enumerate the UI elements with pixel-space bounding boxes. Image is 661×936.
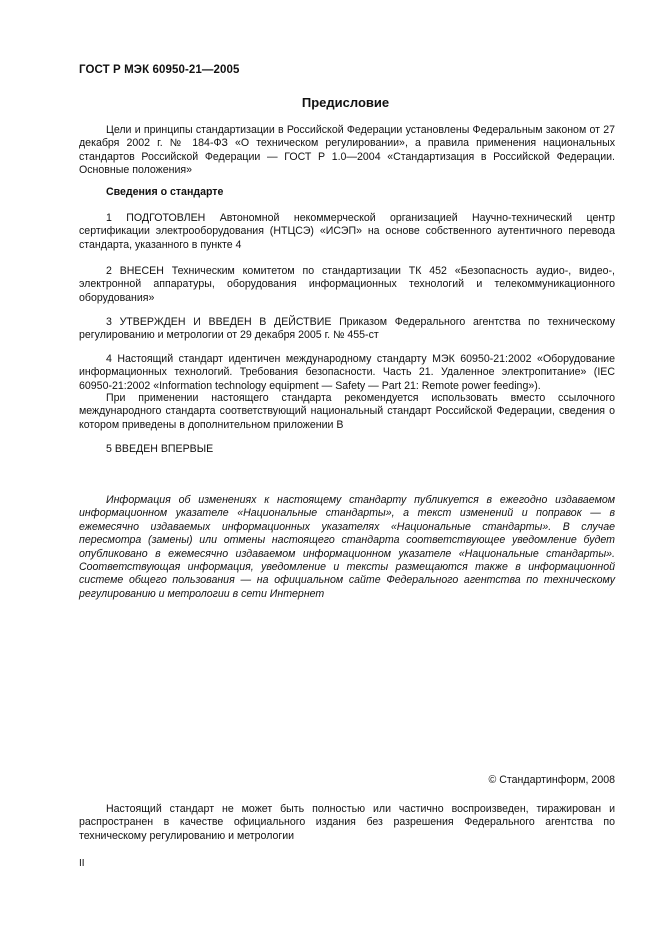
item-4-note-paragraph: При применении настоящего стандарта рекомендуется использовать вместо ссылочного международного стандарта соответствующий национальный стандарт Российской Федерации, сведения о котором приведены в дополнительном приложении В <box>79 392 615 431</box>
page-title: Предисловие <box>301 95 390 110</box>
copyright-line: © Стандартинформ, 2008 <box>488 774 615 786</box>
intro-paragraph: Цели и принципы стандартизации в Российской Федерации установлены Федеральным законом от 27 декабря 2002 г. № 184-ФЗ «О техническом регулировании», а правила применения национальных стандартов Российской Федерации — ГОСТ Р 1.0—2004 «Стандартизация в Российской Федерации. Основные положения» <box>79 124 615 177</box>
document-header: ГОСТ Р МЭК 60950-21—2005 <box>79 64 240 76</box>
rights-paragraph: Настоящий стандарт не может быть полностью или частично воспроизведен, тиражирован и распространен в качестве официального издания без разрешения Федерального агентства по техническому регулированию и метрологии <box>79 803 615 842</box>
item-4-paragraph: 4 Настоящий стандарт идентичен международному стандарту МЭК 60950-21:2002 «Оборудование информационных технологий. Требования безопасности. Часть 21. Удаленное электропитание» (IEC 60950-21:2002 «Information technology equipment — Safety — Part 21: Remote power feeding»). <box>79 353 615 392</box>
item-2-paragraph: 2 ВНЕСЕН Техническим комитетом по стандартизации ТК 452 «Безопасность аудио-, видео-, электронной аппаратуры, оборудования информационных технологий и телекоммуникационного оборудования» <box>79 265 615 304</box>
item-3-paragraph: 3 УТВЕРЖДЕН И ВВЕДЕН В ДЕЙСТВИЕ Приказом Федерального агентства по техническому регулированию и метрологии от 29 декабря 2005 г. № 455-ст <box>79 316 615 342</box>
item-1-paragraph: 1 ПОДГОТОВЛЕН Автономной некоммерческой организацией Научно-технический центр сертификации электрооборудования (НТЦСЭ) «ИСЭП» на основе собственного аутентичного перевода стандарта, указанного в пункте 4 <box>79 212 615 251</box>
notice-paragraph: Информация об изменениях к настоящему стандарту публикуется в ежегодно издаваемом информационном указателе «Национальные стандарты», а текст изменений и поправок — в ежемесячно издаваемых информационных указателях «Национальные стандарты». В случае пересмотра (замены) или отмены настоящего стандарта соответствующее уведомление будет опубликовано в ежемесячно издаваемом информационном указателе «Национальные стандарты». Соответствующая информация, уведомление и тексты размещаются также в информационной системе общего пользования — на официальном сайте Федерального агентства по техническому регулированию и метрологии в сети Интернет <box>79 494 615 600</box>
section-subtitle: Сведения о стандарте <box>106 186 224 198</box>
item-5-paragraph: 5 ВВЕДЕН ВПЕРВЫЕ <box>106 443 214 455</box>
page-number: II <box>79 858 85 869</box>
